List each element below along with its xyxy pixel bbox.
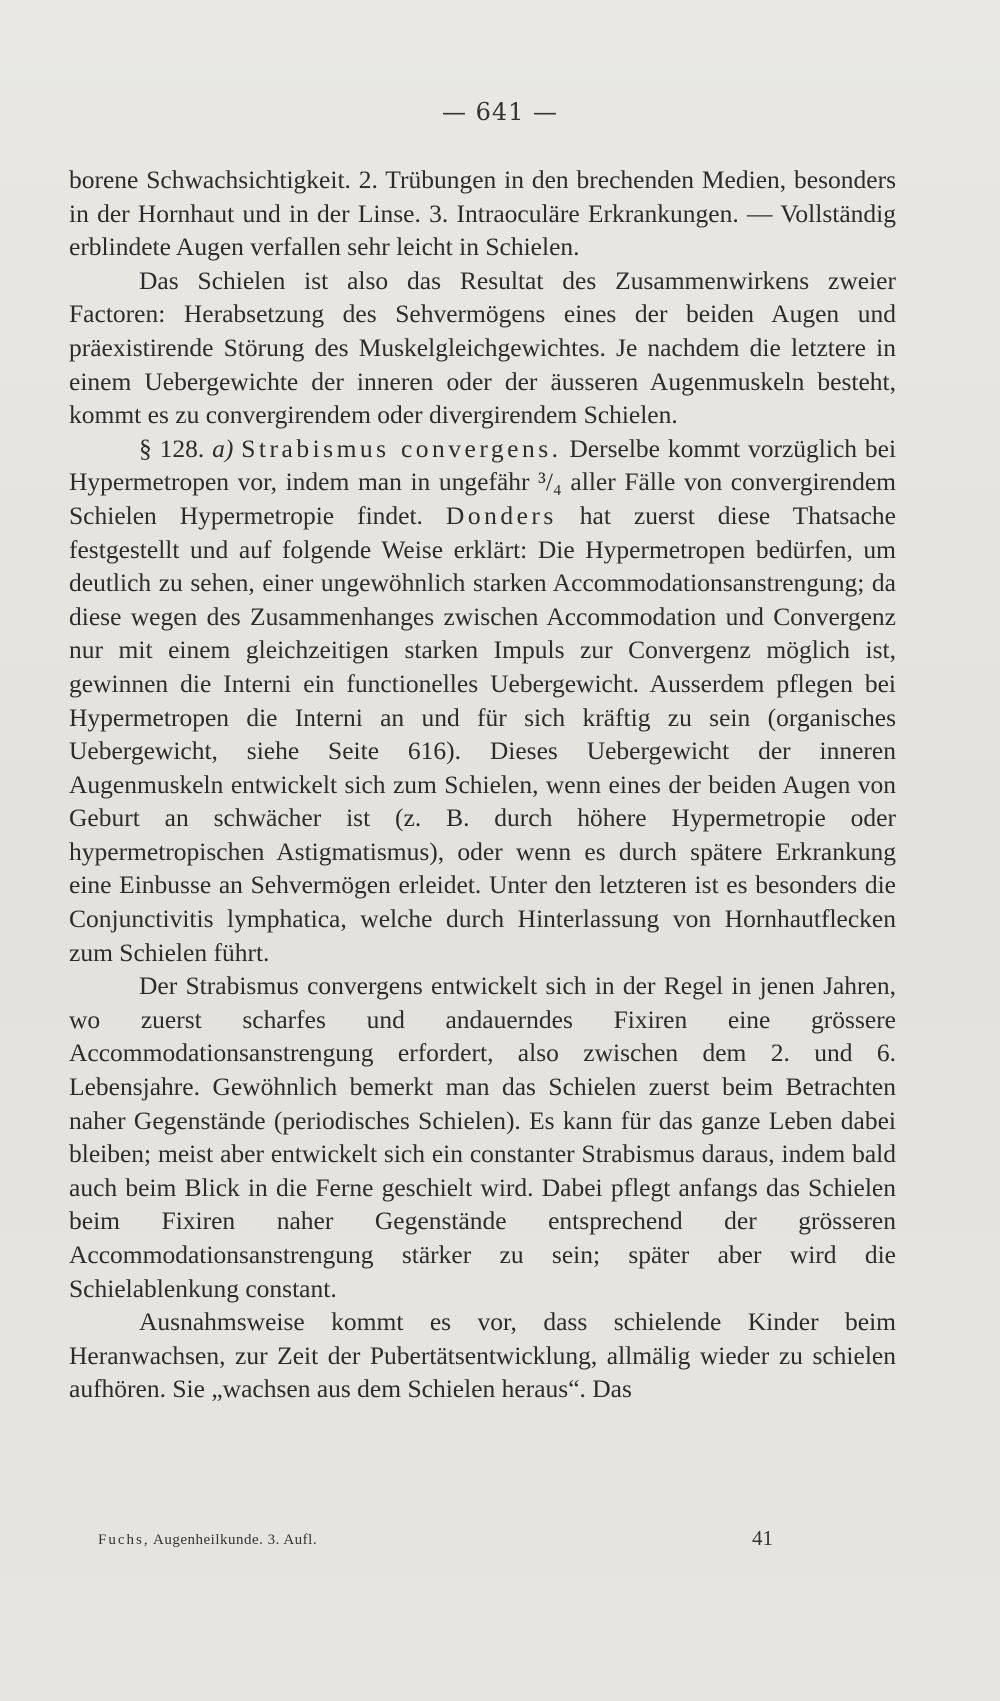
- section-text-2: aller Fälle von convergirendem Schielen Hypermetropie findet.: [69, 467, 897, 530]
- paragraph-1: borene Schwachsichtigkeit. 2. Trübungen in den brechenden Medien, besonders in der Hornhaut und in der Linse. 3. Intraoculäre Erkrankungen. — Vollständig erblindete Augen verfallen sehr leicht in Schielen.: [69, 165, 896, 262]
- author-name: Donders: [445, 500, 557, 530]
- paragraph-4: Der Strabismus convergens entwickelt sich in der Regel in jenen Jahren, wo zuerst scharfes und andauerndes Fixiren eine grössere Accommodationsanstrengung erfordert, also zwischen dem 2. und 6. Lebensjahre. Gewöhnlich bemerkt man das Schielen zuerst beim Betrachten naher Gegenstände (periodisches Schielen). Es kann für das ganze Leben dabei bleiben; meist aber entwickelt sich ein constanter Strabismus daraus, indem bald auch beim Blick in die Ferne geschielt wird. Dabei pflegt anfangs das Schielen beim Fixiren naher Gegenstände entsprechend der grösseren Accommodationsanstrengung stärker zu sein; später aber wird die Schielablenkung constant.: [69, 971, 896, 1303]
- section-text-3: hat zuerst diese Thatsache festgestellt und auf folgende Weise erklärt: Die Hypermetropen bedürfen, um deutlich zu sehen, einer ungewöhnlich starken Accommodationsanstrengung; da diese wegen des Zusammenhanges zwischen Accommodation und Convergenz nur mit einem gleichzeitigen starken Impuls zur Convergenz möglich ist, gewinnen die Interni ein functionelles Uebergewicht. Ausserdem pflegen bei Hypermetropen die Interni an und für sich kräftig zu sein (organisches Uebergewicht, siehe Seite 616). Dieses Uebergewicht der inneren Augenmuskeln entwickelt sich zum Schielen, wenn eines der beiden Augen von Geburt an schwächer ist (z. B. durch höhere Hypermetropie oder hypermetropischen Astigmatismus), oder wenn es durch spätere Erkrankung eine Einbusse an Sehvermögen erleidet. Unter den letzteren ist es besonders die Conjunctivitis lymphatica, welche durch Hinterlassung von Hornhautflecken zum Schielen führt.: [69, 500, 896, 967]
- paragraph-2: Das Schielen ist also das Resultat des Zusammenwirkens zweier Factoren: Herabsetzung des Sehvermögens eines der beiden Augen und präexistirende Störung des Muskelgleichgewichtes. Je nachdem die letztere in einem Uebergewichte der inneren oder der äusseren Augenmuskeln besteht, kommt es zu convergirendem oder divergirendem Schielen.: [69, 265, 896, 430]
- footer-book-reference: [98, 1532, 317, 1549]
- section-text-1: Derselbe kommt vorzüglich bei Hypermetropen vor, indem man in ungefähr: [69, 433, 897, 497]
- section-128-paragraph: [69, 432, 896, 970]
- body-text: [69, 163, 896, 1406]
- paragraph-5: Ausnahmsweise kommt es vor, dass schielende Kinder beim Heranwachsen, zur Zeit der Pubertätsentwicklung, allmälig wieder zu schielen aufhören. Sie „wachsen aus dem Schielen heraus“. Das: [69, 1307, 896, 1404]
- printer-signature: 41: [752, 1526, 773, 1550]
- section-number: § 128.: [139, 433, 205, 463]
- footer-book: Augenheilkunde. 3. Aufl.: [153, 1532, 318, 1548]
- section-marker: a): [212, 433, 234, 463]
- footer-author: Fuchs,: [98, 1532, 150, 1548]
- fraction: ³/₄: [538, 467, 562, 497]
- page-number: — 641 —: [441, 98, 559, 126]
- section-title: Strabismus convergens.: [241, 433, 562, 463]
